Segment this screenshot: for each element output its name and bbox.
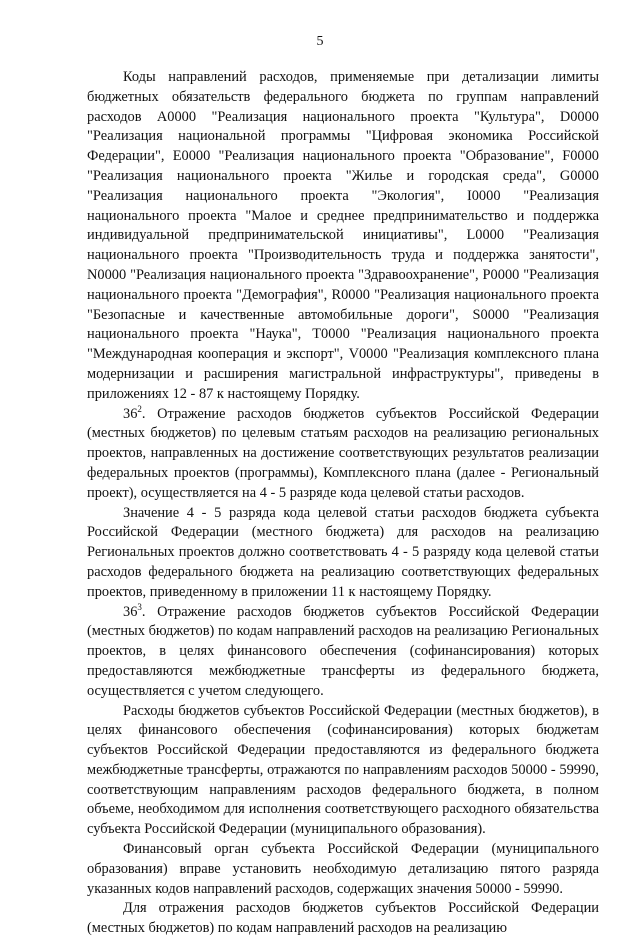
page-number: 5 bbox=[316, 34, 324, 49]
paragraph-continuation bbox=[87, 899, 599, 939]
paragraph-target-article-digits bbox=[87, 504, 599, 603]
paragraph-clause-36-3 bbox=[87, 603, 599, 702]
paragraph-financial-authority bbox=[87, 840, 599, 899]
paragraph-text: Расходы бюджетов субъектов Российской Федерации (местных бюджетов), в целях финансового обеспечения (софинансирования) которых бюджетам субъектов Российской Федерации предоставляются из федерального бюджета межбюджетные трансферты, отражаются по направлениям расходов 50000 - 59990, соответствующим направлениям расходов федерального бюджета, в полном объеме, необходимом для исполнения соответствующего расходного обязательства субъекта Российской Федерации (муниципального образования). bbox=[87, 702, 599, 838]
clause-superscript: 2 bbox=[137, 403, 142, 414]
paragraph-text: Значение 4 - 5 разряда кода целевой статьи расходов бюджета субъекта Российской Федерации (местного бюджета) для расходов на реализацию Региональных проектов должно соответствовать 4 - 5 разряду кода целевой статьи расходов федерального бюджета на реализацию соответствующих федеральных проектов, приведенному в приложении 11 к настоящему Порядку. bbox=[87, 504, 599, 600]
document-body bbox=[87, 68, 599, 939]
paragraph-text: . Отражение расходов бюджетов субъектов Российской Федерации (местных бюджетов) по целевым статьям расходов на реализацию региональных проектов, направленных на достижение соответствующих результатов реализации федеральных проектов (программы), Комплексного плана (далее - Региональный проект), осуществляется на 4 - 5 разряде кода целевой статьи расходов. bbox=[87, 405, 599, 501]
paragraph-regional-expenses bbox=[87, 702, 599, 841]
paragraph-text: Для отражения расходов бюджетов субъектов Российской Федерации (местных бюджетов) по кодам направлений расходов на реализацию bbox=[87, 900, 599, 937]
paragraph-clause-36-2 bbox=[87, 405, 599, 504]
paragraph-expense-codes bbox=[87, 68, 599, 405]
clause-number: 36 bbox=[123, 603, 138, 620]
paragraph-text: Финансовый орган субъекта Российской Федерации (муниципального образования) вправе установить необходимую детализацию пятого разряда указанных кодов направлений расходов, содержащих значения 50000 - 59990. bbox=[87, 841, 599, 897]
paragraph-text: Коды направлений расходов, применяемые при детализации лимиты бюджетных обязательств федерального бюджета по группам направлений расходов A0000 "Реализация национального проекта "Культура", D0000 "Реализация национальной программы "Цифровая экономика Российской Федерации", E0000 "Реализация национального проекта "Образование", F0000 "Реализация национального проекта "Жилье и городская среда", G0000 "Реализация национального проекта "Экология", I0000 "Реализация национального проекта "Малое и среднее предпринимательство и поддержка индивидуальной предпринимательской инициативы", L0000 "Реализация национального проекта "Производительность труда и поддержка занятости", N0000 "Реализация национального проекта "Здравоохранение", P0000 "Реализация национального проекта "Демография", R0000 "Реализация национального проекта "Безопасные и качественные автомобильные дороги", S0000 "Реализация национального проекта "Наука", T0000 "Реализация национального проекта "Международная кооперация и экспорт", V0000 "Реализация комплексного плана модернизации и расширения магистральной инфраструктуры", приведены в приложениях 12 - 87 к настоящему Порядку. bbox=[87, 69, 599, 402]
paragraph-text: . Отражение расходов бюджетов субъектов Российской Федерации (местных бюджетов) по кодам направлений расходов на реализацию Региональных проектов, в целях финансового обеспечения (софинансирования) которых предоставляются межбюджетные трансферты из федерального бюджета, осуществляется с учетом следующего. bbox=[87, 603, 599, 699]
clause-superscript: 3 bbox=[137, 601, 142, 612]
clause-number: 36 bbox=[123, 405, 138, 422]
